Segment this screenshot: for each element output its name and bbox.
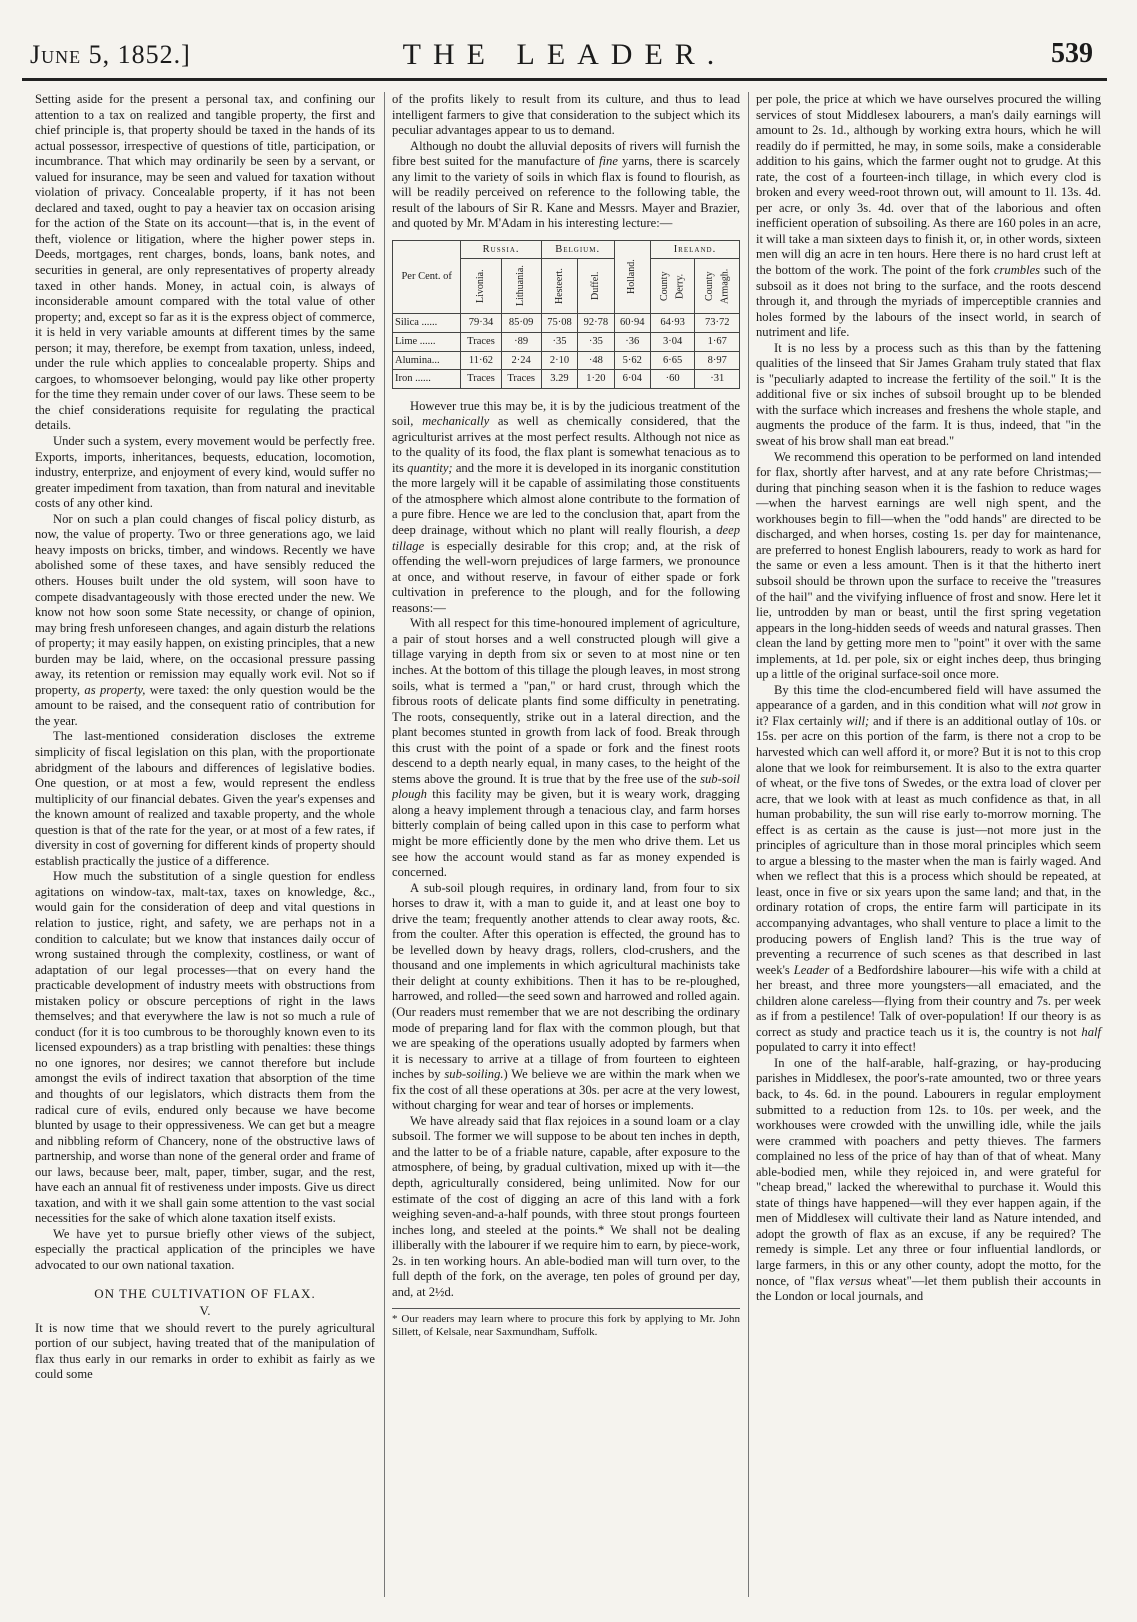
table-group-header: Belgium. xyxy=(541,240,614,259)
column-divider xyxy=(384,92,385,1597)
section-number: V. xyxy=(199,1303,211,1319)
paragraph: per pole, the price at which we have ourselves procured the willing services of stout Middlesex labourers, a man's daily earnings will amount to 2s. 1d., although by working extra hours, which he will readily do if permitted, he may, in some soils, make a considerable addition to his gains, which the farmer ought not to grudge. At this rate, the cost of a fourteen-inch tillage, in which every clod is broken and every weed-root thrown out, will amount to 1l. 13s. 4d. per acre, or only 3s. 4d. over that of the laborious and often inefficient operation of subsoiling. As there are 160 poles in an acre, it will take a man sixteen days to finish it, or, in other words, sixteen men will dig an acre in ten hours. Here there is no hard crust left at the bottom of the work. The point of the fork crumbles such of the subsoil as it does not bring to the surface, and the roots descend through it, and through the myriads of imperceptible crannies and holes formed by the labours of the insect world, in search of nutriment and life. xyxy=(756,92,1101,340)
paragraph: It is no less by a process such as this than by the fattening qualities of the linseed that Sir James Graham truly stated that flax is "peculiarly adapted to increase the fertility of the soil." It is the additional five or six inches of subsoil brought up to be blended with the surface which increases and freshens the whole staple, and augments the produce of the farm. It is thus, indeed, that "in the sweat of his brow shall man eat bread." xyxy=(756,340,1101,449)
table-column-header: Hesteert. xyxy=(541,259,577,314)
table-row: Lime ...... Traces ·89 ·35 ·35 ·36 3·04 1·67 xyxy=(393,333,740,352)
header-rule xyxy=(22,78,1107,81)
page-header xyxy=(22,36,1107,74)
table-group-header: Ireland. xyxy=(650,240,739,259)
table-column-header: County Armagh. xyxy=(695,259,740,314)
paragraph: In one of the half-arable, half-grazing, or hay-producing parishes in Middlesex, the poor's-rate amounted, two or three years back, to 4s. 6d. in the pound. Labourers in regular employment submitted to a reduction from 12s. to 10s. per week, and the workhouses were crowded with the unwilling idle, while the jails were crammed with poachers and petty thieves. The farmers complained no less of the price of hay than of that of wheat. Many able-bodied men, while they rejoiced in, and were grateful for "cheap bread," lacked the wherewithal to purchase it. Would this state of things have happened—will they ever happen again, if the men of Middlesex will cultivate their land as Nature intended, and adopt the growth of flax as an excuse, if any be required? The remedy is simple. Let any three or four influential landlords, or large farmers, in this or any other county, adopt the motto, for the nonce, of "flax versus wheat"—let them publish their accounts in the London or local journals, and xyxy=(756,1055,1102,1304)
footnote: * Our readers may learn where to procure this fork by applying to Mr. John Sillett, of Kelsale, near Saxmundham, Suffolk. xyxy=(392,1308,740,1339)
paragraph: We have yet to pursue briefly other views of the subject, especially the practical application of the principles we have advocated to our own national taxation. xyxy=(35,1226,375,1273)
section-heading: ON THE CULTIVATION OF FLAX. xyxy=(94,1285,316,1301)
soil-analysis-table xyxy=(392,240,740,389)
paragraph: Nor on such a plan could changes of fiscal policy disturb, as now, the value of property. Two or three generations ago, we laid heavy imposts on bricks, timber, and windows. Recently we have abolished some of these taxes, and have sensibly reduced the others. Houses built under the old system, will soon have to compete disadvantageously with those erected under the new. We know not how soon some State necessity, or change of opinion, may bring fresh unforeseen changes, and again disturb the relations of property; it may easily happen, on existing principles, that a new burden may be laid, where, on the occasional pressure passing away, its retention or remission may equally work evil. Not so if property, as property, were taxed: the only question would be the amount to be raised, and the consequent ratio of contribution for the year. xyxy=(35,511,375,728)
paragraph: Under such a system, every movement would be perfectly free. Exports, imports, inheritances, bequests, education, locomotion, industry, enterprize, and enjoyment of every kind, would suffer no greater impediment from taxation, than from natural and inevitable costs of any other kind. xyxy=(35,434,375,511)
table-column-header: County Derry. xyxy=(650,259,695,314)
paragraph: A sub-soil plough requires, in ordinary land, from four to six horses to draw it, with a man to guide it, and at least one boy to drive the team; frequently another attends to clear away roots, &c. from the coulter. After this operation is effected, the ground has to be levelled down by heavy drags, rollers, clod-crushers, and the thousand and one implements in which agricultural machinists take their delight at county exhibitions. Then it has to be re-ploughed, harrowed, and rolled—the seed sown and harrowed and rolled again. (Our readers must remember that we are not describing the ordinary mode of preparing land for flax with the common plough, but that we are speaking of the operations usually adopted by farmers when it is necessary to arrive at a tillage of from fourteen to eighteen inches by sub-soiling.) We believe we are within the mark when we fix the cost of all these operations at 30s. per acre at the very lowest, without charging for wear and tear of horses or implements. xyxy=(392,880,740,1113)
table-column-header: Duffel. xyxy=(578,259,614,314)
paragraph: How much the substitution of a single question for endless agitations on window-tax, malt-tax, taxes on knowledge, &c., would gain for the consideration of deep and vital questions in relation to justice, right, and safety, we are perhaps not in a condition to calculate; but we know that instances daily occur of wrong sustained through the complexity, costliness, or want of adaptation of our legal processes—that on every hand the practicable development of industry meets with obstructions from mistaken policy or obscure perceptions of right in the laws themselves; and that everywhere the law is not so much a rule of conduct (for it is too cumbrous to be thoroughly known even to its licensed expounders) as a trap bristling with penalties: these things no one ignores, nor desires; we cannot therefore but include amongst the evils of indirect taxation that absorption of the time and thoughts of our legislators, which distracts them from the radical cure of evils, endured only because we have become blunted by usage to their oppressiveness. We can get but a meagre and nibbling reform of Chancery, none of the obstructive laws of partnership, and worse than none of the general order and frame of our laws, because beer, malt, paper, timber, sugar, and the rest, have each an annual fit of restiveness under imposts. Give us direct taxation, and with it we shall gain some attention to the vast social necessities for the sake of which alone taxation itself exists. xyxy=(35,869,375,1226)
table-group-header: Russia. xyxy=(461,240,541,259)
table-column-header: Holland. xyxy=(614,240,650,314)
table-row-header: Per Cent. of xyxy=(393,240,461,314)
paragraph: Although no doubt the alluvial deposits of rivers will furnish the fibre best suited for the manufacture of fine yarns, there is scarcely any limit to the variety of soils in which flax is found to flourish, as will be readily perceived on reference to the following table, the result of the labours of Sir R. Kane and Messrs. Mayer and Brazier, and quoted by Mr. M'Adam in his interesting lecture:— xyxy=(392,138,740,231)
paragraph: We recommend this operation to be performed on land intended for flax, shortly after harvest, and at any rate before Christmas;—during that pinching season when it is the fashion to reduce wages—when the harvest earnings are well nigh spent, and the workhouses begin to fill—when the "odd hands" are directed to be discharged, and when horses, costing 1s. per day for maintenance, are preferred to honest English labourers, ready to work as hard for the same or even a less amount. Then is it that the hitherto inert subsoil should be thrown upon the surface to receive the "treasures of the hail" and the vivifying influence of frost and snow. Here let it lie, untrodden by man or beast, until the first spring vegetation appears in the long-hidden seeds of weeds and natural grasses. Then clean the land by getting more men to "point" it over with the same implements, at 1d. per pole, six or eight inches deep, thus bringing up a little of the original surface-soil once more. xyxy=(756,449,1101,682)
page-number: 539 xyxy=(1051,38,1093,69)
column-divider xyxy=(748,92,749,1597)
column-1 xyxy=(35,92,375,1383)
table-row: Iron ...... Traces Traces 3.29 1·20 6·04 ·60 ·31 xyxy=(393,370,740,389)
paragraph: of the profits likely to result from its culture, and thus to lead intelligent farmers to give that consideration to the subject which its peculiar advantages appear to us to demand. xyxy=(392,92,740,138)
table-row: Alumina... 11·62 2·24 2·10 ·48 5·62 6·65 8·97 xyxy=(393,351,740,370)
paragraph: It is now time that we should revert to the purely agricultural portion of our subject, having treated that of the manipulation of flax thus early in our remarks in order to exhibit as fairly as we could some xyxy=(35,1320,375,1382)
table-row: Silica ...... 79·34 85·09 75·08 92·78 60·94 64·93 73·72 xyxy=(393,314,740,333)
paragraph: The last-mentioned consideration discloses the extreme simplicity of fiscal legislation on this plan, with the proportionate abridgment of the labours and differences of legislative bodies. One question, or at most a few, would represent the endless multiplicity of our financial debates. Given the year's expenses and the known amount of realized and taxable property, and the whole question is that of the rate for the year, or at most of a few rates, if diversity in cost of governing for different kinds of property should establish practically the justice of a difference. xyxy=(35,729,375,868)
paragraph: Setting aside for the present a personal tax, and confining our attention to a tax on realized and tangible property, the first and chief principle is, that property should be taxed in the hands of its actual possessor, irrespective of questions of title, participation, or incumbrance. That which may ordinarily be seen by a servant, or valued for insurance, may be seen and valued for taxation without violation of privacy. Concealable property, if it has not been declared and taxed, ought to pay a heavier tax on occasion arising for the action of the State on its account—that is, in the event of theft, violence or litigation, where the higher power steps in. Deeds, mortgages, rent charges, bonds, loans, bank notes, and securities in general, are only representatives of property already taxed in other hands. Money, in actual coin, is always of inconsiderable amount compared with the total value of other property; and, except so far as it is the express object of commerce, it is held in very variable amounts at different times by the same person; it may, therefore, be exempt from taxation, unless, indeed, under the rule which applies to concealable property. Ships and cargoes, to whomsoever belonging, would pay like other property for the time they remain under cover of our laws. These seem to be the chief considerations requisite for regulating the practical details. xyxy=(35,92,375,433)
table-column-header: Livonia. xyxy=(461,259,501,314)
paragraph: With all respect for this time-honoured implement of agriculture, a pair of stout horses and a well constructed plough will give a tillage varying in depth from six or seven to at most nine or ten inches. At the bottom of this tillage the plough leaves, in most strong soils, what is termed a "pan," or hard crust, through which the fibrous roots of delicate plants find some difficulty in penetrating. The roots, consequently, strike out in a lateral direction, and the plant becomes stunted in growth from lack of food. Break through this crust with the point of a spade or fork and the finest roots descend to a depth nearly equal, in many cases, to the height of the stems above the ground. It is true that by the free use of the sub-soil plough this facility may be given, but it is weary work, dragging along a heavy implement through a tenacious clay, and farm horses bitterly complain of being called upon in this case to perform what might be more efficiently done by the men who drive them. Let us see how the account would stand as far as money expended is concerned. xyxy=(392,616,740,880)
paragraph: By this time the clod-encumbered field will have assumed the appearance of a garden, and in this condition what will not grow in it? Flax certainly will; and if there is an additional outlay of 10s. or 15s. per acre on this portion of the farm, is there not a crop to be harvested which can well afford it, or more? But it is not to this crop alone that we look for reimbursement. It is also to the extra quarter of wheat, or the five tons of Swedes, or the extra load of clover per acre, that we look with at least as much confidence as that, in all human probability, the sun will rise early to-morrow morning. The effect is as certain as the cause is just—not more just in the principles of agriculture than in those moral principles which seem to argue a blessing to the master when the man is fairly waged. And when we reflect that this is a process which should be repeated, at least, once in five or six years upon the same land; and that, in the ordinary rotation of crops, the entire farm will participate in its accompanying advantages, who shall venture to place a limit to the producing powers of English land? This is the true way of preventing a recurrence of such scenes as that described in last week's Leader of a Bedfordshire labourer—his wife with a child at her breast, and three more youngsters—all emaciated, and the children alone careless—flying from their country and 7s. per week as if from a pestilence! Talk of over-population! If our theory is as correct as study and practice teach us it is, the country is not half populated to carry it into effect! xyxy=(756,682,1102,1055)
paragraph: However true this may be, it is by the judicious treatment of the soil, mechanically as well as chemically considered, that the agriculturist arrives at the most perfect results. Although not nice as to the quality of its food, the flax plant is somewhat tenacious as to its quantity; and the more it is developed in its inorganic constitution the more largely will it be capable of assimilating those constituents of the atmosphere which almost alone contribute to the formation of a pure fibre. Hence we are led to the conclusion that, apart from the deep drainage, without which no plant will really flourish, a deep tillage is especially desirable for this crop; and, at the risk of offending the well-worn prejudices of large farmers, we pronounce at once, and without reserve, in favour of either spade or fork cultivation in preference to the plough, and for the following reasons:— xyxy=(392,398,740,615)
table-column-header: Lithuania. xyxy=(501,259,541,314)
masthead-title: THE LEADER. xyxy=(402,38,727,71)
column-3 xyxy=(756,92,1101,1305)
column-2 xyxy=(392,92,740,1339)
paragraph: We have already said that flax rejoices in a sound loam or a clay subsoil. The former we will suppose to be about ten inches in depth, and the latter to be of a friable nature, capable, after exposure to the atmosphere, of being, by gradual cultivation, mixed up with it—the depth, agriculturally considered, being unlimited. Now for our estimate of the cost of digging an acre of this land with a fork weighing seven-and-a-half pounds, with three stout prongs fourteen inches long, and steeled at the points.* We shall not be dealing illiberally with the labourer if we require him to earn, by piece-work, 2s. in ten working hours. An able-bodied man will turn over, to the full depth of the fork, on the average, ten poles of ground per day, and, at 2½d. xyxy=(392,1113,740,1299)
issue-date: June 5, 1852.] xyxy=(30,40,191,69)
